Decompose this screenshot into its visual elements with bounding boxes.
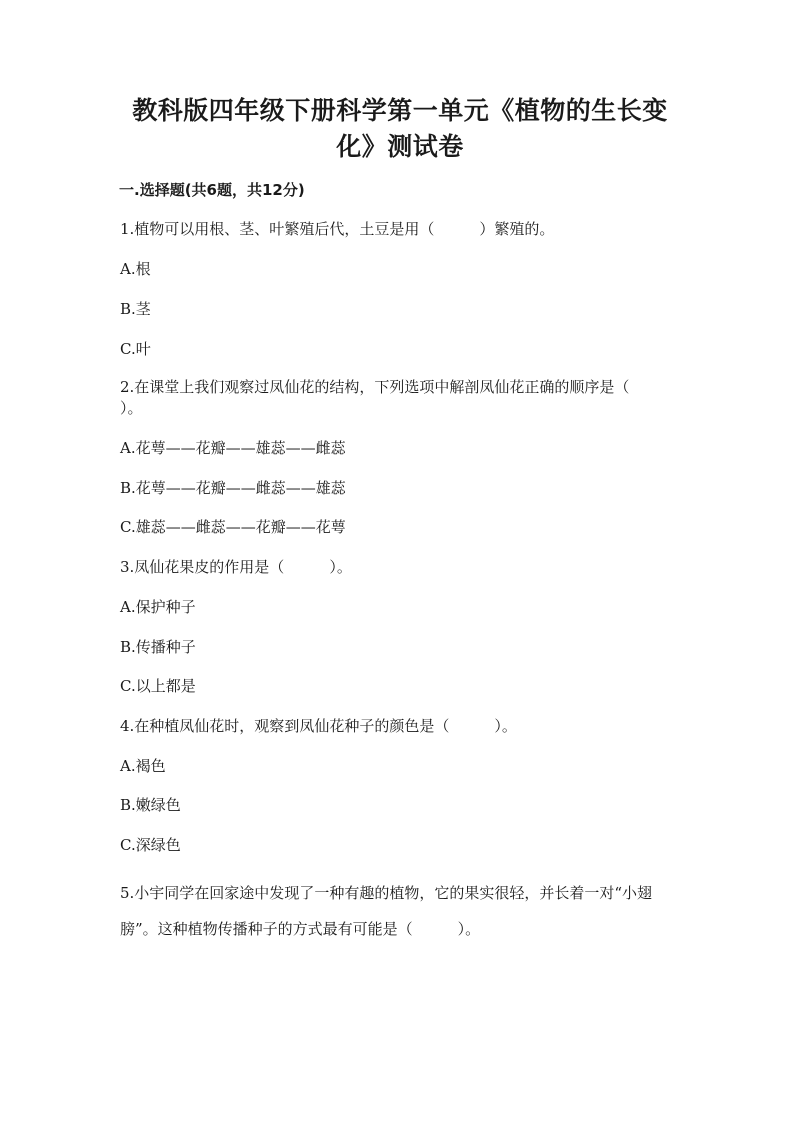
question-2-option-a: A.花萼——花瓣——雄蕊——雌蕊	[120, 439, 346, 457]
question-4-option-b: B.嫩绿色	[120, 796, 181, 814]
question-3-option-b: B.传播种子	[120, 638, 196, 656]
question-1-stem: 1.植物可以用根、茎、叶繁殖后代，土豆是用（ ）繁殖的。	[120, 220, 555, 238]
question-1-option-b: B.茎	[120, 300, 151, 318]
question-2-option-c: C.雄蕊——雌蕊——花瓣——花萼	[120, 518, 346, 536]
section-heading: 一.选择题(共6题，共12分)	[119, 181, 305, 199]
question-2-stem: 2.在课堂上我们观察过凤仙花的结构，下列选项中解剖凤仙花正确的顺序是（ ）。	[120, 378, 675, 417]
question-3-option-a: A.保护种子	[120, 598, 196, 616]
question-3-option-c: C.以上都是	[120, 677, 196, 695]
question-4-stem: 4.在种植凤仙花时，观察到凤仙花种子的颜色是（ ）。	[120, 717, 517, 735]
page-title: 教科版四年级下册科学第一单元《植物的生长变化》测试卷	[132, 96, 668, 161]
question-4-option-c: C.深绿色	[120, 836, 181, 854]
question-1-option-a: A.根	[120, 260, 151, 278]
question-5-stem: 5.小宇同学在回家途中发现了一种有趣的植物，它的果实很轻，并长着一对“小翅膀”。这种植物传播种子的方式最有可能是（ ）。	[120, 884, 652, 938]
question-1-option-c: C.叶	[120, 340, 151, 358]
question-2-option-b: B.花萼——花瓣——雌蕊——雄蕊	[120, 479, 346, 497]
question-3-stem: 3.凤仙花果皮的作用是（ ）。	[120, 558, 352, 576]
question-4-option-a: A.褐色	[120, 757, 166, 775]
